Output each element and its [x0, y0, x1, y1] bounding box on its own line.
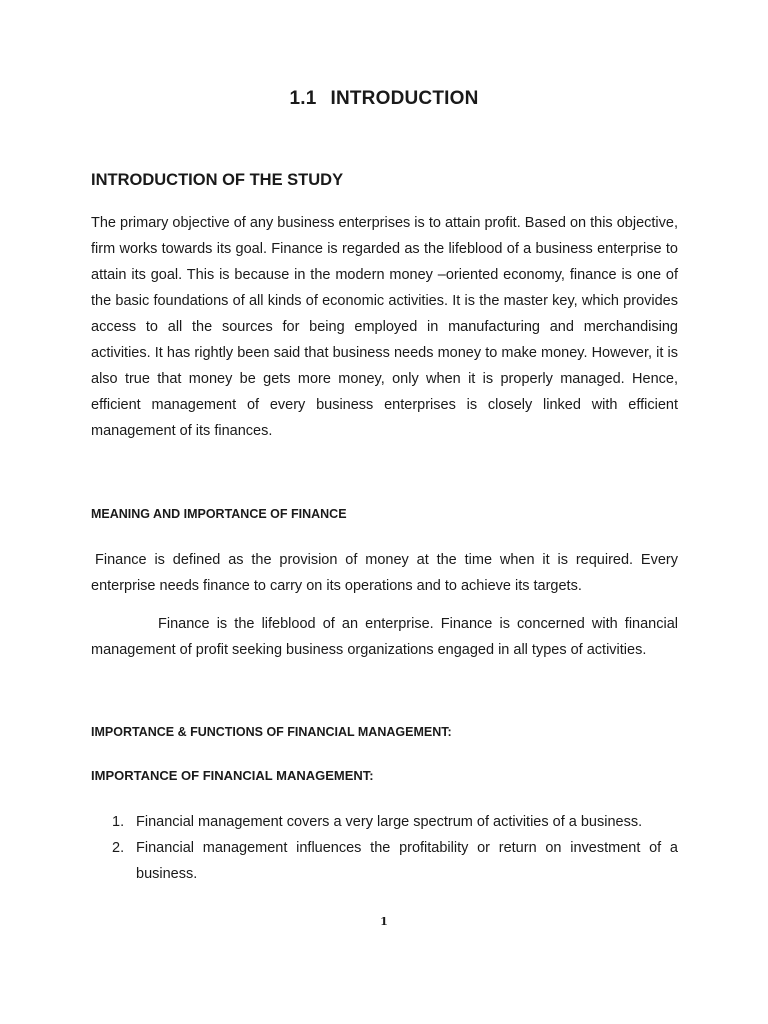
- section-title: INTRODUCTION: [330, 88, 479, 109]
- meaning-paragraph-1: Finance is defined as the provision of money at the time when it is required. Every enterprise needs finance to carry on its operations and to achieve its targets.: [91, 552, 678, 594]
- importance-functions-heading: IMPORTANCE & FUNCTIONS OF FINANCIAL MANAGEMENT:: [91, 725, 452, 739]
- study-paragraph: The primary objective of any business enterprises is to attain profit. Based on this objective, firm works towards its goal. Finance is regarded as the lifeblood of a business enterprise to attain its goal. This is because in the modern money –oriented economy, finance is one of the basic foundations of all kinds of economic activities. It is the master key, which provides access to all the sources for being employed in manufacturing and merchandising activities. It has rightly been said that business needs money to make money. However, it is also true that money be gets more money, only when it is properly managed. Hence, efficient management of every business enterprises is closely linked with efficient management of its finances.: [91, 215, 678, 439]
- list-item-marker: 2.: [112, 840, 125, 856]
- page-number: 1: [380, 915, 388, 928]
- meaning-paragraph-2: Finance is the lifeblood of an enterprise. Finance is concerned with financial management of profit seeking business organizations engaged in all types of activities.: [91, 616, 678, 658]
- list-item: [91, 809, 678, 835]
- section-number: 1.1: [289, 88, 317, 109]
- page-title: [0, 88, 768, 110]
- meaning-heading: MEANING AND IMPORTANCE OF FINANCE: [91, 507, 347, 521]
- list-item-text: Financial management influences the profitability or return on investment of a business.: [136, 840, 678, 882]
- list-item-text: Financial management covers a very large spectrum of activities of a business.: [136, 814, 643, 830]
- importance-subheading: IMPORTANCE OF FINANCIAL MANAGEMENT:: [91, 768, 374, 783]
- importance-list: [91, 809, 678, 887]
- list-item-marker: 1.: [112, 814, 125, 830]
- study-heading: INTRODUCTION OF THE STUDY: [91, 171, 344, 189]
- list-item: [91, 835, 678, 887]
